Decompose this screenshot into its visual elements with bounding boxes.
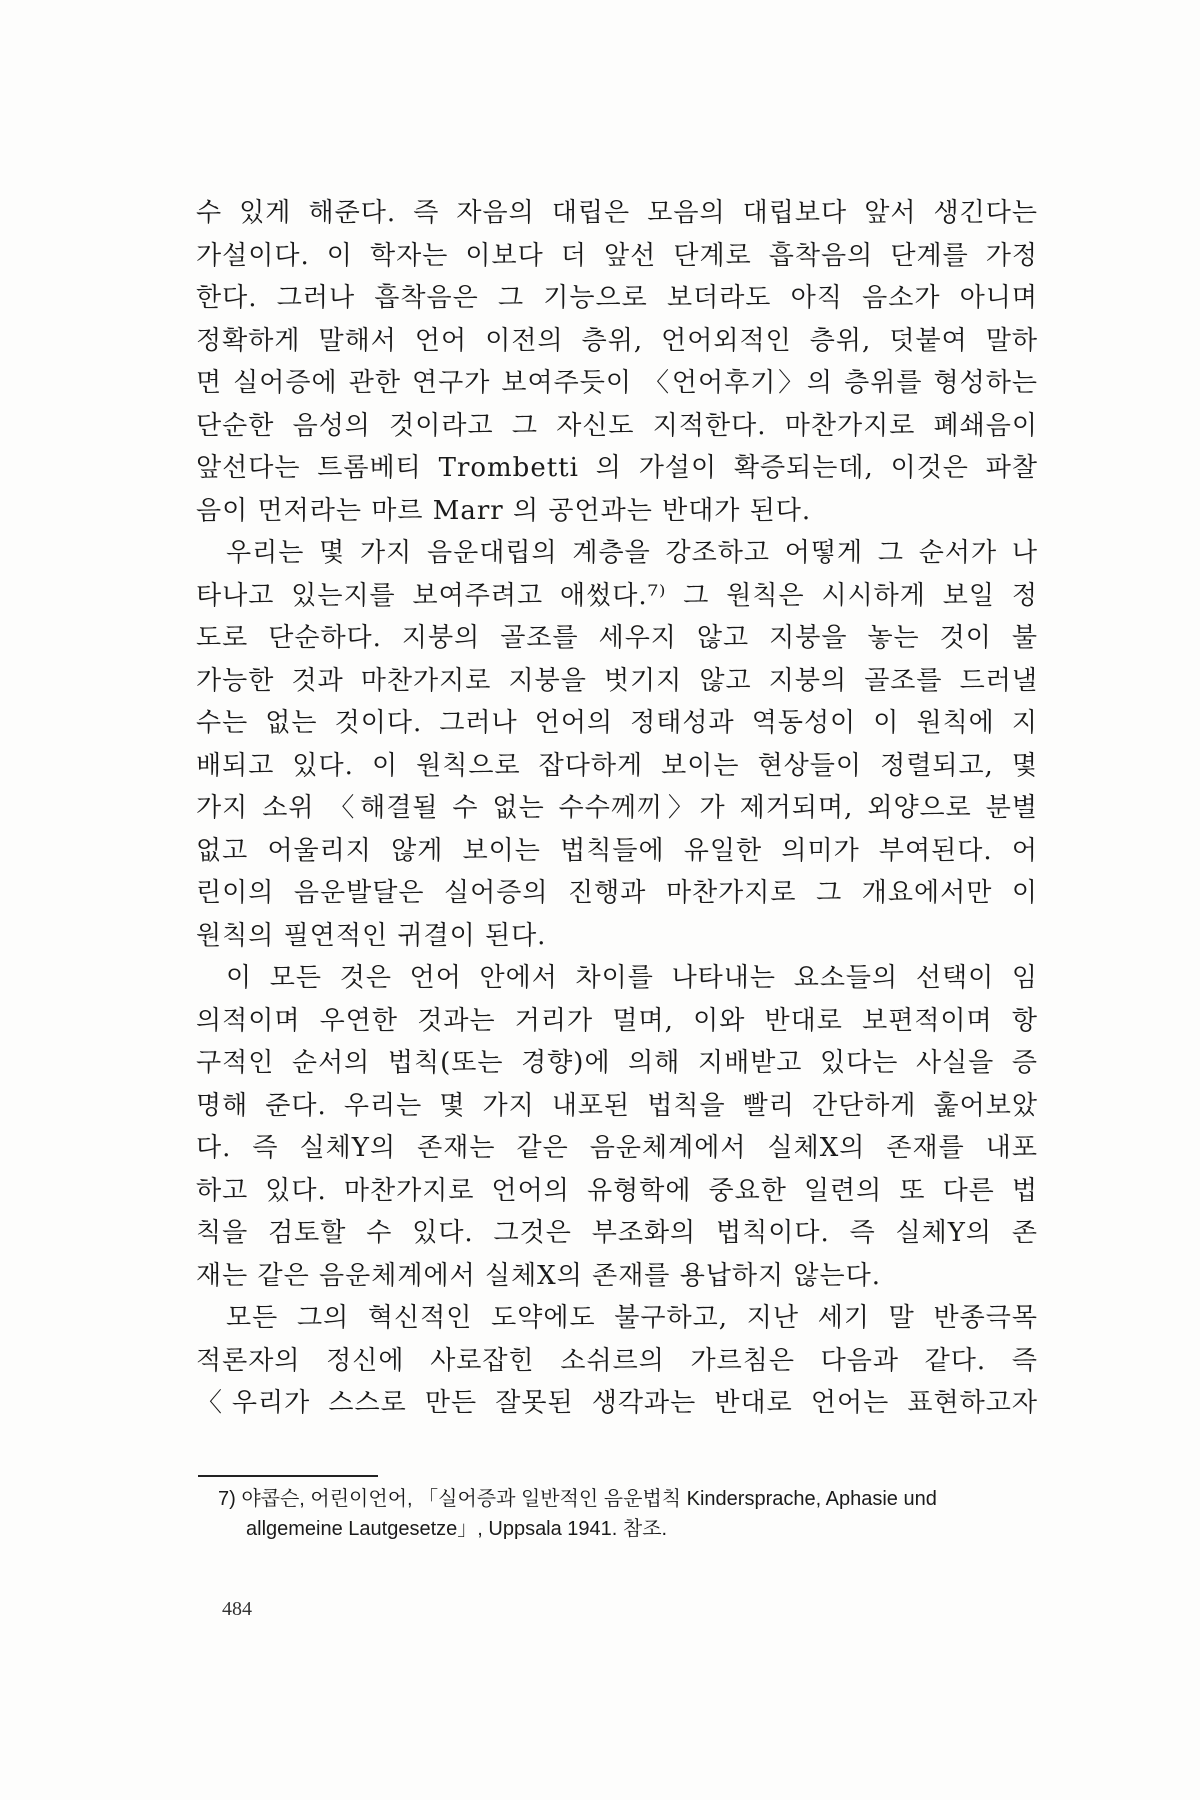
paragraph-1-line-1: 수 있게 해준다. 즉 자음의 대립은 모음의 대립보다 앞서 생긴다는	[196, 198, 1038, 228]
footnote-line-2: allgemeine Lautgesetze」, Uppsala 1941. 참조.	[246, 1518, 668, 1540]
paragraph-2-line-5: 수는 없는 것이다. 그러나 언어의 정태성과 역동성이 이 원칙에 지	[196, 708, 1038, 738]
paragraph-1-line-8: 음이 먼저라는 마르 Marr 의 공언과는 반대가 된다.	[196, 495, 812, 526]
paragraph-2-line-8: 없고 어울리지 않게 보이는 법칙들에 유일한 의미가 부여된다. 어	[196, 835, 1038, 866]
paragraph-2-line-10: 원칙의 필연적인 귀결이 된다.	[196, 920, 547, 951]
paragraph-3-line-6: 하고 있다. 마찬가지로 언어의 유형학에 중요한 일련의 또 다른 법	[196, 1175, 1038, 1206]
paragraph-3-line-4: 명해 준다. 우리는 몇 가지 내포된 법칙을 빨리 간단하게 훑어보았	[196, 1090, 1038, 1121]
paragraph-2-line-1: 우리는 몇 가지 음운대립의 계층을 강조하고 어떻게 그 순서가 나	[226, 538, 1038, 568]
paragraph-2-line-2: 타나고 있는지를 보여주려고 애썼다.⁷⁾ 그 원칙은 시시하게 보일 정	[196, 580, 1038, 611]
body-text	[196, 192, 1038, 1425]
paragraph-3-line-2: 의적이며 우연한 것과는 거리가 멀며, 이와 반대로 보편적이며 항	[196, 1005, 1038, 1036]
paragraph-3-line-5: 다. 즉 실체Y의 존재는 같은 음운체계에서 실체X의 존재를 내포	[196, 1133, 1038, 1163]
paragraph-4-line-1: 모든 그의 혁신적인 도약에도 불구하고, 지난 세기 말 반종극목	[226, 1303, 1038, 1333]
paragraph-3-line-8: 재는 같은 음운체계에서 실체X의 존재를 용납하지 않는다.	[196, 1260, 882, 1291]
paragraph-1-line-5: 면 실어증에 관한 연구가 보여주듯이 〈언어후기〉의 층위를 형성하는	[196, 368, 1038, 398]
paragraph-3-line-1: 이 모든 것은 언어 안에서 차이를 나타내는 요소들의 선택이 임	[226, 963, 1038, 993]
paragraph-1-line-2: 가설이다. 이 학자는 이보다 더 앞선 단계로 흡착음의 단계를 가정	[196, 240, 1038, 271]
paragraph-2-line-4: 가능한 것과 마찬가지로 지붕을 벗기지 않고 지붕의 골조를 드러낼	[196, 665, 1038, 696]
paragraph-2-line-9: 린이의 음운발달은 실어증의 진행과 마찬가지로 그 개요에서만 이	[196, 878, 1038, 908]
paragraph-1-line-7: 앞선다는 트롬베티 Trombetti 의 가설이 확증되는데, 이것은 파찰	[196, 453, 1038, 483]
paragraph-1-line-4: 정확하게 말해서 언어 이전의 층위, 언어외적인 층위, 덧붙여 말하	[196, 325, 1038, 356]
paragraph-3-line-3: 구적인 순서의 법칙(또는 경향)에 의해 지배받고 있다는 사실을 증	[196, 1048, 1038, 1078]
paragraph-2-line-7: 가지 소위 〈해결될 수 없는 수수께끼〉가 제거되며, 외양으로 분별	[196, 793, 1038, 823]
paragraph-1-line-6: 단순한 음성의 것이라고 그 자신도 지적한다. 마찬가지로 폐쇄음이	[196, 410, 1038, 441]
paragraph-2-line-6: 배되고 있다. 이 원칙으로 잡다하게 보이는 현상들이 정렬되고, 몇	[196, 750, 1038, 781]
footnote-divider	[198, 1475, 378, 1477]
page-number: 484	[222, 1598, 252, 1620]
paragraph-4-line-3: 〈우리가 스스로 만든 잘못된 생각과는 반대로 언어는 표현하고자	[196, 1388, 1038, 1418]
footnote-line-1: 7) 야콥슨, 어린이언어, 「실어증과 일반적인 음운법칙 Kindersprache, Aphasie und	[218, 1488, 937, 1510]
paragraph-2-line-3: 도로 단순하다. 지붕의 골조를 세우지 않고 지붕을 놓는 것이 불	[196, 623, 1038, 653]
paragraph-1-line-3: 한다. 그러나 흡착음은 그 기능으로 보더라도 아직 음소가 아니며	[196, 283, 1038, 313]
paragraph-4-line-2: 적론자의 정신에 사로잡힌 소쉬르의 가르침은 다음과 같다. 즉	[196, 1345, 1038, 1376]
footnote	[218, 1484, 1058, 1544]
paragraph-3-line-7: 칙을 검토할 수 있다. 그것은 부조화의 법칙이다. 즉 실체Y의 존	[196, 1218, 1038, 1248]
